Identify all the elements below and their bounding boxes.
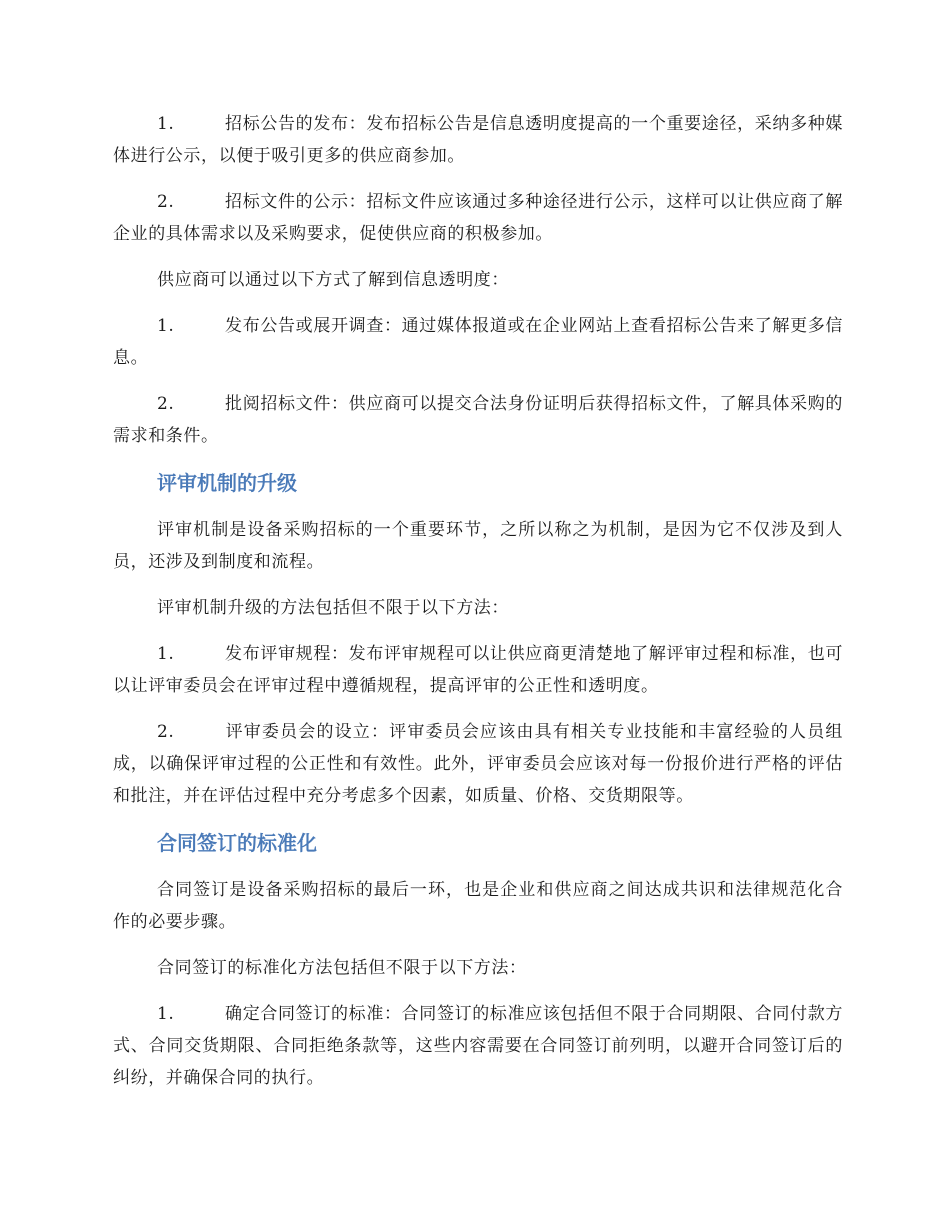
list-number: 1. bbox=[157, 316, 175, 336]
list-number: 2. bbox=[157, 394, 175, 414]
list-item bbox=[113, 388, 843, 452]
list-number: 2. bbox=[157, 192, 175, 212]
list-text: 发布公告或展开调查：通过媒体报道或在企业网站上查看招标公告来了解更多信息。 bbox=[113, 316, 843, 368]
list-number: 1. bbox=[157, 114, 175, 134]
list-item bbox=[113, 186, 843, 250]
list-text: 发布评审规程：发布评审规程可以让供应商更清楚地了解评审过程和标准，也可以让评审委员会在评审过程中遵循规程，提高评审的公正性和透明度。 bbox=[113, 644, 843, 696]
list-item bbox=[113, 638, 843, 702]
paragraph: 评审机制是设备采购招标的一个重要环节，之所以称之为机制，是因为它不仅涉及到人员，还涉及到制度和流程。 bbox=[113, 520, 843, 572]
list-item bbox=[113, 716, 843, 812]
list-text: 招标文件的公示：招标文件应该通过多种途径进行公示，这样可以让供应商了解企业的具体需求以及采购要求，促使供应商的积极参加。 bbox=[113, 192, 843, 244]
list-number: 1. bbox=[157, 1004, 175, 1024]
list-item bbox=[113, 998, 843, 1094]
document-page bbox=[113, 108, 843, 1108]
paragraph: 评审机制升级的方法包括但不限于以下方法： bbox=[157, 598, 509, 618]
list-text: 确定合同签订的标准：合同签订的标准应该包括但不限于合同期限、合同付款方式、合同交货期限、合同拒绝条款等，这些内容需要在合同签订前列明，以避开合同签订后的纠纷，并确保合同的执行。 bbox=[113, 1004, 843, 1088]
list-text: 招标公告的发布：发布招标公告是信息透明度提高的一个重要途径，采纳多种媒体进行公示，以便于吸引更多的供应商参加。 bbox=[113, 114, 843, 166]
section-heading-review: 评审机制的升级 bbox=[157, 471, 297, 495]
paragraph: 合同签订是设备采购招标的最后一环，也是企业和供应商之间达成共识和法律规范化合作的必要步骤。 bbox=[113, 880, 843, 932]
list-number: 2. bbox=[157, 722, 175, 742]
list-number: 1. bbox=[157, 644, 175, 664]
list-item bbox=[113, 108, 843, 172]
paragraph: 供应商可以通过以下方式了解到信息透明度： bbox=[157, 270, 509, 290]
list-text: 批阅招标文件：供应商可以提交合法身份证明后获得招标文件，了解具体采购的需求和条件。 bbox=[113, 394, 843, 446]
list-item bbox=[113, 310, 843, 374]
list-text: 评审委员会的设立：评审委员会应该由具有相关专业技能和丰富经验的人员组成，以确保评审过程的公正性和有效性。此外，评审委员会应该对每一份报价进行严格的评估和批注，并在评估过程中充分考虑多个因素，如质量、价格、交货期限等。 bbox=[113, 722, 843, 806]
section-heading-contract: 合同签订的标准化 bbox=[157, 831, 317, 855]
paragraph: 合同签订的标准化方法包括但不限于以下方法： bbox=[157, 958, 527, 978]
